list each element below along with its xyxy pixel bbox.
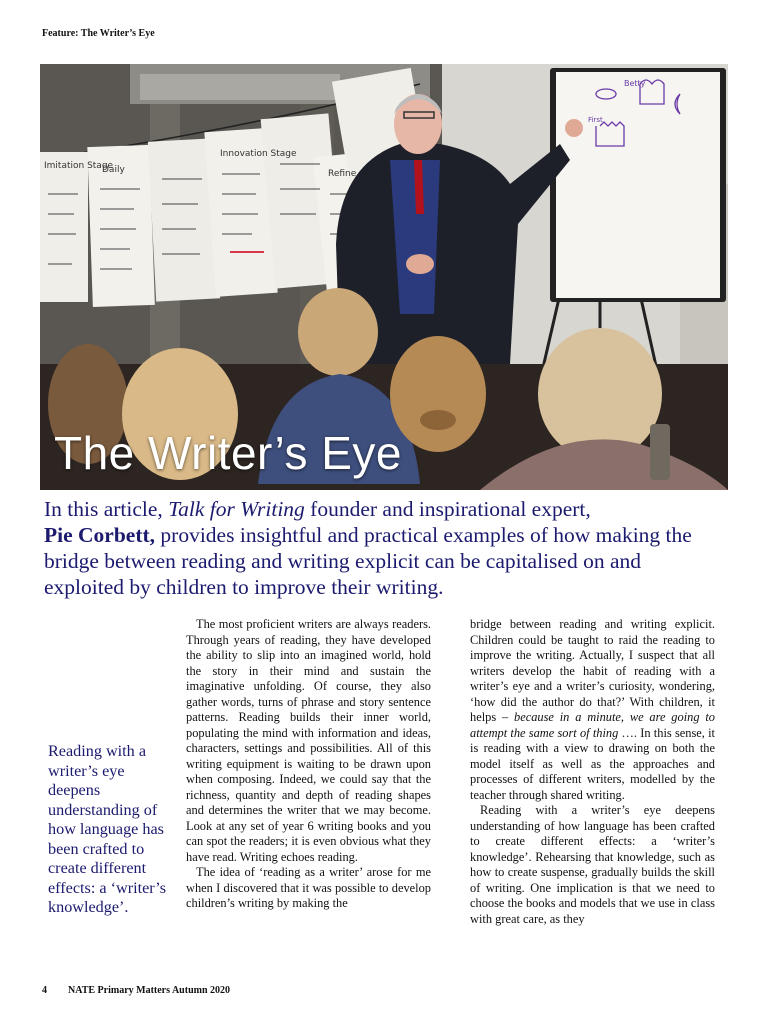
body-paragraph-2-cont-italic: because in a minute, we are going to attempt the same sort of thing [470,710,715,740]
standfirst [44,496,724,600]
pull-quote: Reading with a writer’s eye deepens understanding of how language has been crafted to create different effects: a ‘writer’s knowledge’. [48,742,167,916]
body-paragraph-1: The most proficient writers are always readers. Through years of reading, they have developed the ability to slip into an imagined world, hold the story in their mind and sustain the imaginative unfolding. Of course, they also gather words, turns of phrase and story sentence patterns. Reading builds their inner world, populating the mind with information and ideas, characters, settings and possibilities. All of this writing equipment is waiting to be drawn upon when composing. Indeed, we could say that the richness, quantity and depth of reading shapes and determines the writer that we may become. Look at any set of year 6 writing books and you can spot the readers; it is even obvious what they have read. Writing echoes reading. [186,617,431,864]
sheet-heading-3: Innovation Stage [220,149,297,159]
body-paragraph-2-cont-a: bridge between reading and writing explicit. Children could be taught to raid the reading to improve the writing. Actually, I suspect that all writers develop the habit of reading with a writer’s eye and a writer’s curiosity, wondering, ‘how did the author do that?’ With children, it helps – [470,617,715,724]
body-paragraph-2-continued [470,617,715,803]
body-paragraph-2: The idea of ‘reading as a writer’ arose for me when I discovered that it was possible to develop children’s writing by making the [186,865,431,910]
running-head: Feature: The Writer’s Eye [42,28,155,39]
body-column-1 [186,617,431,912]
body-column-2 [470,617,715,927]
standfirst-author: Pie Corbett, [44,523,156,547]
page-footer [42,985,230,996]
standfirst-part-1: In this article, [44,497,169,521]
body-paragraph-3: Reading with a writer’s eye deepens understanding of how language has been crafted to create different effects: a ‘writer’s knowledge’. Rehearsing that knowledge, such as how to create suspense, gradually builds the skill of writing. One implication is that we need to choose the books and models that we use in class with great care, as they [470,803,715,926]
sheet-heading-1: Imitation Stage [44,161,114,171]
board-name: Betty [624,79,646,88]
sheet-heading-4: Refine [328,169,357,179]
hero-photo [40,64,728,490]
page-number: 4 [42,985,47,996]
standfirst-book-title: Talk for Writing [168,497,305,521]
hero-title: The Writer’s Eye [54,427,402,479]
sheet-heading-2: Daily [102,165,125,175]
body-paragraph-2-cont-b: …. In this sense, it is reading with a view to drawing on both the model itself as well as the approaches and processes of different writers, modelled by the teacher through shared writing. [470,725,715,802]
standfirst-part-3: provides insightful and practical examples of how making the bridge between reading and writing explicit can be capitalised on and exploited by children to improve their writing. [44,523,692,599]
publication-name: NATE Primary Matters Autumn 2020 [68,985,231,996]
board-word: First [588,116,603,124]
standfirst-part-2: founder and inspirational expert, [304,497,591,521]
